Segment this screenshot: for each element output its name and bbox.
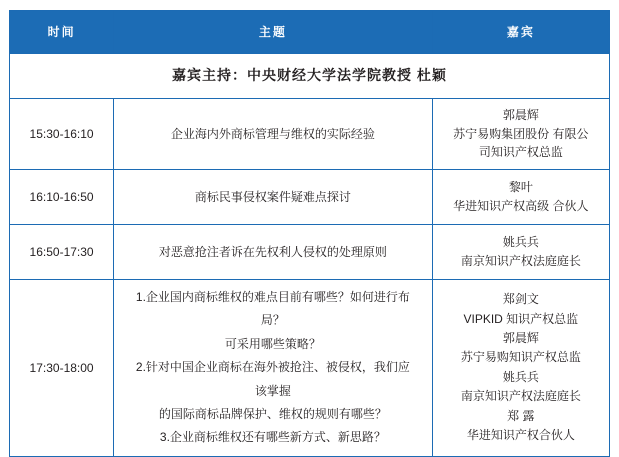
column-header-topic: 主题 — [114, 11, 433, 54]
topic-line: 1.企业国内商标维权的难点目前有哪些？如何进行布局？ — [135, 290, 410, 328]
topic-line: 商标民事侵权案件疑难点探讨 — [194, 189, 351, 204]
guest-line: 南京知识产权法庭庭长 — [460, 389, 581, 404]
table-row — [10, 170, 610, 225]
guest-line: 姚兵兵 — [502, 369, 539, 384]
guest-line: 华进知识产权合伙人 — [466, 428, 575, 443]
row-time: 17:30-18:00 — [10, 280, 114, 457]
guest-line: 司知识产权总监 — [478, 145, 563, 160]
guest-line: 郭晨辉 — [502, 330, 539, 345]
topic-line: 的国际商标品牌保护、维权的规则有哪些？ — [158, 406, 387, 421]
table-row — [10, 225, 610, 280]
row-time: 16:10-16:50 — [10, 170, 114, 225]
row-topic — [114, 280, 433, 457]
table-body — [10, 54, 610, 457]
host-row — [10, 54, 610, 99]
table-row — [10, 99, 610, 170]
row-topic — [114, 99, 433, 170]
topic-line: 3.企业商标维权还有哪些新方式、新思路？ — [159, 430, 386, 445]
header-row — [10, 11, 610, 54]
topic-line: 可采用哪些策略？ — [224, 336, 321, 351]
topic-line: 企业海内外商标管理与维权的实际经验 — [170, 126, 375, 141]
guest-line: 郑 露 — [507, 408, 535, 423]
guest-line: 南京知识产权法庭庭长 — [460, 254, 581, 268]
row-topic — [114, 225, 433, 280]
agenda-table — [9, 10, 610, 457]
table-row — [10, 280, 610, 457]
row-guest — [432, 99, 609, 170]
guest-line: 苏宁易购知识产权总监 — [460, 350, 581, 365]
guest-line: 苏宁易购集团股份 有限公 — [453, 126, 589, 141]
topic-line: 2.针对中国企业商标在海外被抢注、被侵权，我们应该掌握 — [135, 360, 410, 398]
guest-line: 郭晨辉 — [502, 108, 539, 123]
column-header-time: 时间 — [10, 11, 114, 54]
row-topic — [114, 170, 433, 225]
host-label: 嘉宾主持：中央财经大学法学院教授 杜颖 — [10, 54, 610, 99]
row-time: 15:30-16:10 — [10, 99, 114, 170]
row-guest — [432, 170, 609, 225]
topic-line: 对恶意抢注者诉在先权利人侵权的处理原则 — [158, 244, 387, 259]
guest-line: 黎叶 — [508, 180, 533, 195]
guest-line: 郑剑文 — [502, 292, 539, 307]
row-guest — [432, 280, 609, 457]
table-header — [10, 11, 610, 54]
row-guest — [432, 225, 609, 280]
guest-line: 华进知识产权高级 合伙人 — [453, 199, 589, 213]
column-header-guest: 嘉宾 — [432, 11, 609, 54]
row-time: 16:50-17:30 — [10, 225, 114, 280]
guest-line: 姚兵兵 — [502, 235, 539, 250]
guest-line: VIPKID 知识产权总监 — [463, 311, 579, 326]
